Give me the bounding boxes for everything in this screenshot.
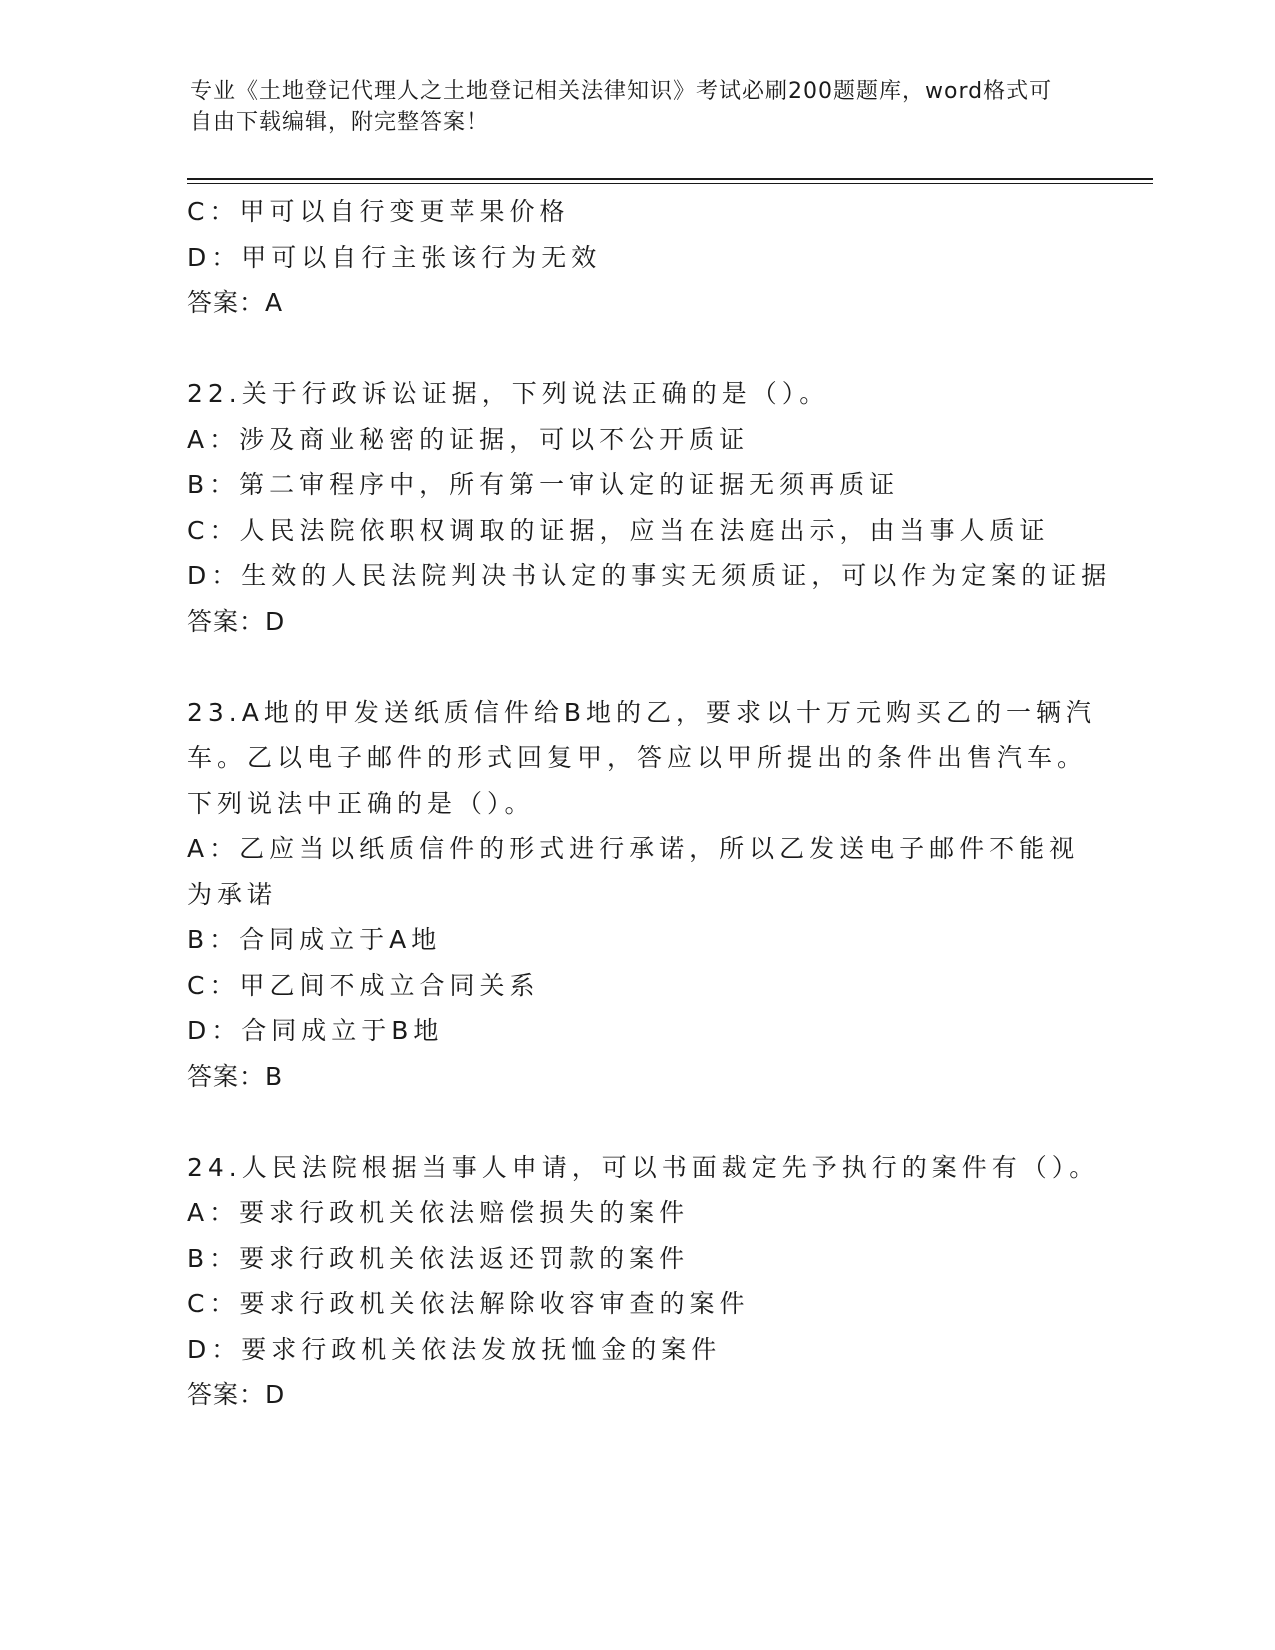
option-d: D：甲可以自行主张该行为无效 — [187, 242, 602, 272]
option-c: C：人民法院依职权调取的证据，应当在法庭出示，由当事人质证 — [187, 515, 1050, 545]
option-c: C：要求行政机关依法解除收容审查的案件 — [187, 1289, 750, 1318]
answer-line: 答案：B — [187, 1061, 284, 1091]
option-b: B：要求行政机关依法返还罚款的案件 — [187, 1243, 690, 1273]
question-22 — [187, 371, 1112, 644]
header-divider-thick — [187, 178, 1153, 180]
option-d: D：要求行政机关依法发放抚恤金的案件 — [187, 1334, 722, 1364]
answer-line: 答案：D — [187, 606, 286, 636]
previous-question-tail — [187, 189, 1087, 326]
spacer — [187, 644, 1087, 690]
spacer — [187, 326, 1087, 372]
option-a: A：要求行政机关依法赔偿损失的案件 — [187, 1198, 690, 1227]
spacer — [187, 1099, 1087, 1145]
header-divider-thin — [187, 183, 1153, 184]
question-24 — [187, 1145, 1100, 1418]
question-list — [187, 189, 1112, 1418]
option-c: C：甲乙间不成立合同关系 — [187, 970, 540, 1000]
option-a: A：乙应当以纸质信件的形式进行承诺，所以乙发送电子邮件不能视为承诺 — [187, 834, 1080, 909]
question-stem-line-3: 下列说法中正确的是（）。 — [187, 788, 535, 818]
answer-line: 答案：A — [187, 288, 284, 317]
option-b: B：第二审程序中，所有第一审认定的证据无须再质证 — [187, 470, 900, 499]
question-stem: 22.关于行政诉讼证据，下列说法正确的是（）。 — [187, 379, 830, 408]
option-a: A：涉及商业秘密的证据，可以不公开质证 — [187, 424, 750, 454]
option-b: B：合同成立于A地 — [187, 925, 442, 954]
answer-line: 答案：D — [187, 1380, 286, 1409]
option-d: D：生效的人民法院判决书认定的事实无须质证，可以作为定案的证据 — [187, 561, 1112, 590]
question-stem-line-2: 车。乙以电子邮件的形式回复甲，答应以甲所提出的条件出售汽车。 — [187, 743, 1088, 772]
question-stem: 24.人民法院根据当事人申请，可以书面裁定先予执行的案件有（）。 — [187, 1152, 1100, 1182]
option-c: C：甲可以自行变更苹果价格 — [187, 197, 570, 226]
question-stem-line-1: 23.A地的甲发送纸质信件给B地的乙，要求以十万元购买乙的一辆汽 — [187, 697, 1097, 727]
question-23 — [187, 690, 1097, 1100]
option-d: D：合同成立于B地 — [187, 1016, 444, 1045]
document-header: 专业《土地登记代理人之土地登记相关法律知识》考试必刷200题题库，word格式可自由下载编辑，附完整答案！ — [190, 79, 1053, 135]
